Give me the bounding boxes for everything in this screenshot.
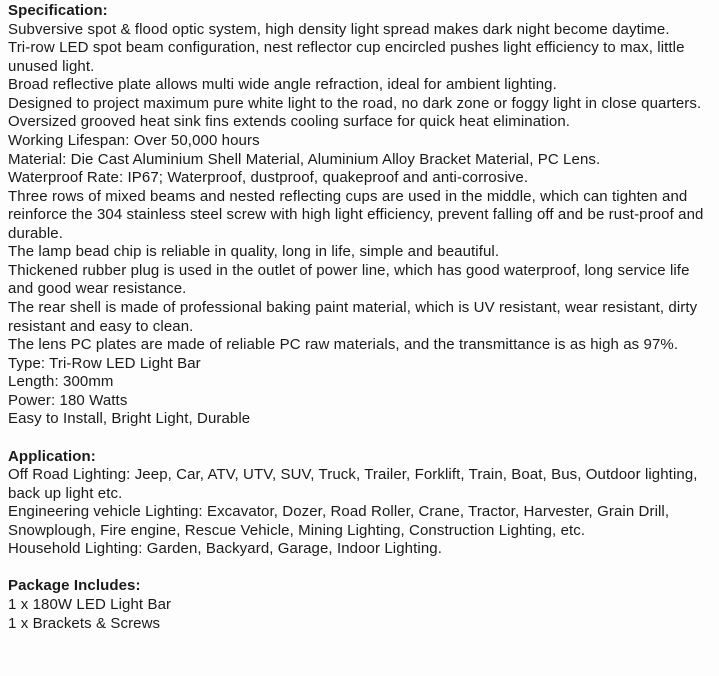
text-line: Waterproof Rate: IP67; Waterproof, dustproof, quakeproof and anti-corrosive. [8, 169, 529, 187]
text-line: Three rows of mixed beams and nested reflecting cups are used in the middle, which can tighten and reinforce the 304 stainless steel screw with high light efficiency, prevent falling off and be rust-proof and durable. [8, 187, 704, 242]
text-line: Power: 180 Watts [8, 391, 128, 409]
text-line: Designed to project maximum pure white light to the road, no dark zone or foggy light in close quarters. [8, 94, 702, 112]
text-line: Material: Die Cast Aluminium Shell Material, Aluminium Alloy Bracket Material, PC Lens. [8, 150, 601, 168]
text-line: Subversive spot & flood optic system, high density light spread makes dark night become daytime. [8, 20, 670, 38]
text-line: The rear shell is made of professional baking paint material, which is UV resistant, wear resistant, dirty resistant and easy to clean. [8, 299, 698, 335]
section-gap [8, 429, 714, 448]
section-gap [8, 559, 714, 578]
section-heading: Application: [8, 447, 96, 465]
text-line: 1 x 180W LED Light Bar [8, 596, 172, 613]
text-line: Broad reflective plate allows multi wide angle refraction, ideal for ambient lighting. [8, 76, 557, 94]
text-line: Off Road Lighting: Jeep, Car, ATV, UTV, SUV, Truck, Trailer, Forklift, Train, Boat, Bus, Outdoor lighting, back up light etc. [8, 466, 698, 502]
text-line: Oversized grooved heat sink fins extends cooling surface for quick heat elimination. [8, 113, 571, 131]
text-line: Type: Tri-Row LED Light Bar [8, 354, 201, 372]
section-heading: Package Includes: [8, 577, 141, 595]
text-line: The lamp bead chip is reliable in quality, long in life, simple and beautiful. [8, 243, 500, 261]
text-line: Easy to Install, Bright Light, Durable [8, 410, 251, 428]
text-line: Engineering vehicle Lighting: Excavator, Dozer, Road Roller, Crane, Tractor, Harvester, Grain Drill, Snowplough, Fire engine, Rescue Vehicle, Mining Lighting, Construction Lighting, etc. [8, 503, 670, 539]
sections-container [8, 2, 714, 633]
text-line: Tri-row LED spot beam configuration, nest reflector cup encircled pushes light efficiency to max, little unused light. [8, 39, 685, 75]
text-line: The lens PC plates are made of reliable PC raw materials, and the transmittance is as high as 97%. [8, 336, 679, 354]
text-line: Household Lighting: Garden, Backyard, Garage, Indoor Lighting. [8, 540, 442, 558]
text-line: Thickened rubber plug is used in the outlet of power line, which has good waterproof, long service life and good wear resistance. [8, 261, 690, 298]
text-line: 1 x Brackets & Screws [8, 614, 161, 632]
section-heading: Specification: [8, 2, 108, 19]
text-line: Working Lifespan: Over 50,000 hours [8, 131, 260, 149]
text-line: Length: 300mm [8, 373, 114, 391]
